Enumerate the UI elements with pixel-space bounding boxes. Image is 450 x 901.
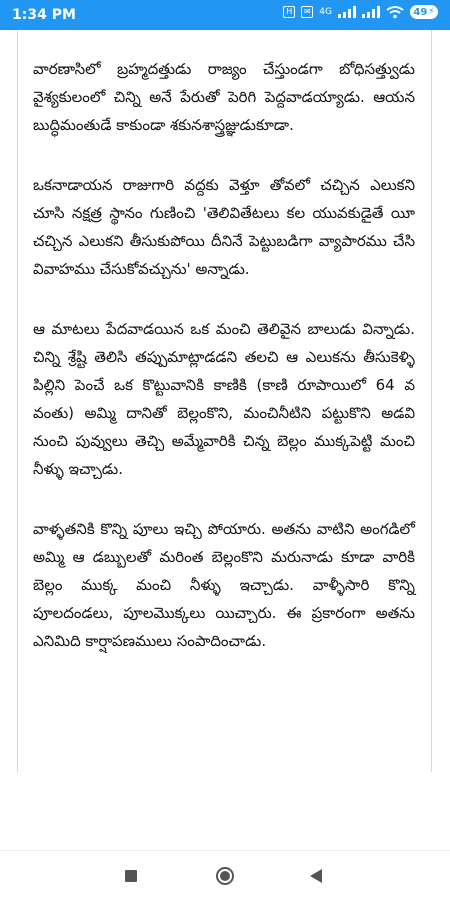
- status-time: 1:34 PM: [12, 7, 76, 23]
- navigation-bar: [0, 850, 450, 901]
- notification-icon: ✉: [301, 6, 313, 18]
- article-body: [33, 55, 415, 687]
- recents-button[interactable]: [121, 866, 141, 886]
- article-paragraph: ఆ మాటలు పేదవాడయిన ఒక మంచి తెలివైన బాలుడు విన్నాడు. చిన్ని శ్రేష్టి తెలిసి తప్పుమాట్లాడడని తలచి ఆ ఎలుకను తీసుకెళ్ళి పిల్లిని పెంచే ఒక కొట్టువానికి కాణికి (కాణి రూపాయిలో 64 వ వంతు) అమ్మి దానితో బెల్లంకొని, మంచినీటిని పట్టుకొని అడవి నుంచి పువ్వులు తెచ్చి అమ్మేవారికి చిన్న బెల్లం ముక్కపెట్టి మంచి నీళ్ళు ఇచ్చాడు.: [33, 320, 415, 478]
- wifi-icon: [386, 5, 404, 19]
- network-type-icon: 4G: [319, 7, 332, 17]
- circle-icon: [215, 866, 235, 886]
- square-icon: [125, 870, 137, 882]
- home-button[interactable]: [215, 866, 235, 886]
- article-paragraph: వాళ్ళతనికి కొన్ని పూలు ఇచ్చి పోయారు. అతను వాటిని అంగడిలో అమ్మి ఆ డబ్బులతో మరింత బెల్లంకొని మరునాడు కూడా వారికి బెల్లం ముక్క మంచి నీళ్ళు ఇచ్చాడు. వాళ్ళీసారి కొన్ని పూలదండలు, పూలమొక్కలు యిచ్చారు. ఈ ప్రకారంగా అతను ఎనిమిది కార్షాపణములు సంపాదించాడు.: [33, 520, 415, 650]
- signal-2-icon: [362, 6, 380, 18]
- battery-icon: 49 ⚡: [410, 5, 438, 19]
- article-paragraph: వారణాసిలో బ్రహ్మదత్తుడు రాజ్యం చేస్తుండగా బోధిసత్త్వుడు వైశ్యకులంలో చిన్ని అనే పేరుతో పెరిగి పెద్దవాడయ్యాడు. ఆయన బుద్ధిమంతుడే కాకుండా శకునశాస్త్రజ్ఞుడుకూడా.: [33, 60, 415, 134]
- signal-icon: [338, 6, 356, 18]
- hd-icon: H: [283, 6, 295, 18]
- triangle-back-icon: [308, 868, 324, 884]
- status-bar: [0, 0, 450, 30]
- battery-level: 49: [413, 6, 428, 18]
- status-icons: [283, 5, 438, 19]
- article-paragraph: ఒకనాడాయన రాజుగారి వద్దకు వెళ్తూ తోవలో చచ్చిన ఎలుకని చూసి నక్షత్ర స్థానం గుణించి 'తెలివితేటలు కల యువకుడైతే యీ చచ్చిన ఎలుకని తీసుకుపోయి దీనినే పెట్టుబడిగా వ్యాపారము చేసి వివాహము చేసుకోవచ్చును' అన్నాడు.: [33, 176, 415, 278]
- back-button[interactable]: [306, 866, 326, 886]
